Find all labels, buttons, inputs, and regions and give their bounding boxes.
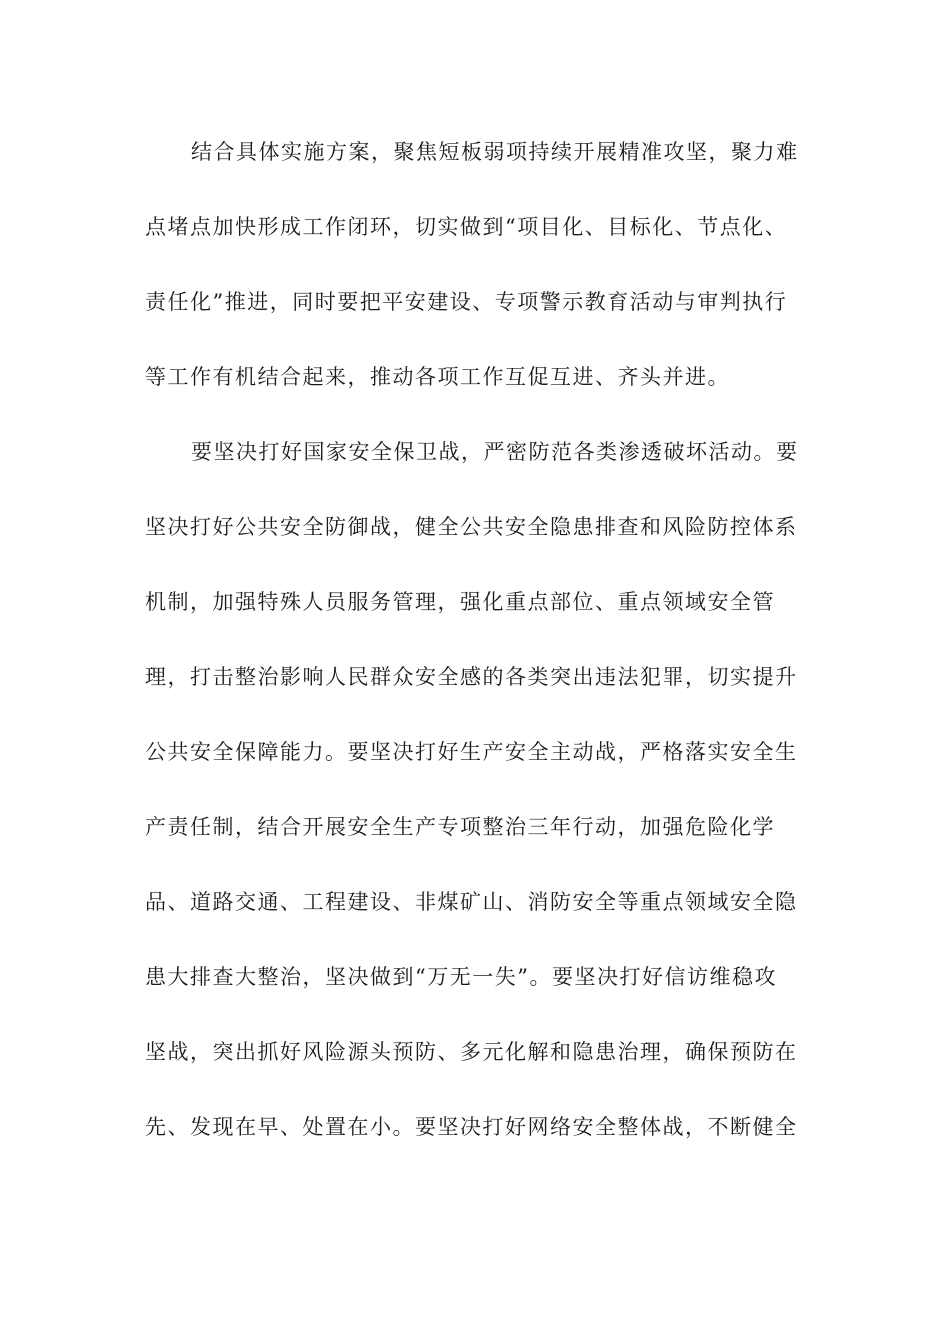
paragraph-1-line-1: 结合具体实施方案，聚焦短板弱项持续开展精准攻坚，聚力难 <box>191 140 799 164</box>
paragraph-1-line-2: 点堵点加快形成工作闭环，切实做到“项目化、目标化、节点化、 <box>145 215 788 239</box>
paragraph-2-line-7: 品、道路交通、工程建设、非煤矿山、消防安全等重点领域安全隐 <box>145 890 798 914</box>
paragraph-2-line-9: 坚战，突出抓好风险源头预防、多元化解和隐患治理，确保预防在 <box>145 1040 798 1064</box>
paragraph-2-line-2: 坚决打好公共安全防御战，健全公共安全隐患排查和风险防控体系 <box>145 515 798 539</box>
paragraph-1-line-3: 责任化”推进，同时要把平安建设、专项警示教育活动与审判执行 <box>145 290 788 314</box>
paragraph-2-line-4: 理，打击整治影响人民群众安全感的各类突出违法犯罪，切实提升 <box>145 665 798 689</box>
paragraph-2-line-5: 公共安全保障能力。要坚决打好生产安全主动战，严格落实安全生 <box>145 740 798 764</box>
paragraph-1-line-4: 等工作有机结合起来，推动各项工作互促互进、齐头并进。 <box>145 365 730 389</box>
paragraph-2-line-10: 先、发现在早、处置在小。要坚决打好网络安全整体战，不断健全 <box>145 1115 798 1139</box>
paragraph-2-line-1: 要坚决打好国家安全保卫战，严密防范各类渗透破坏活动。要 <box>191 440 799 464</box>
paragraph-2-line-8: 患大排查大整治，坚决做到“万无一失”。要坚决打好信访维稳攻 <box>145 965 777 989</box>
paragraph-2-line-6: 产责任制，结合开展安全生产专项整治三年行动，加强危险化学 <box>145 815 775 839</box>
paragraph-2-line-3: 机制，加强特殊人员服务管理，强化重点部位、重点领域安全管 <box>145 590 775 614</box>
